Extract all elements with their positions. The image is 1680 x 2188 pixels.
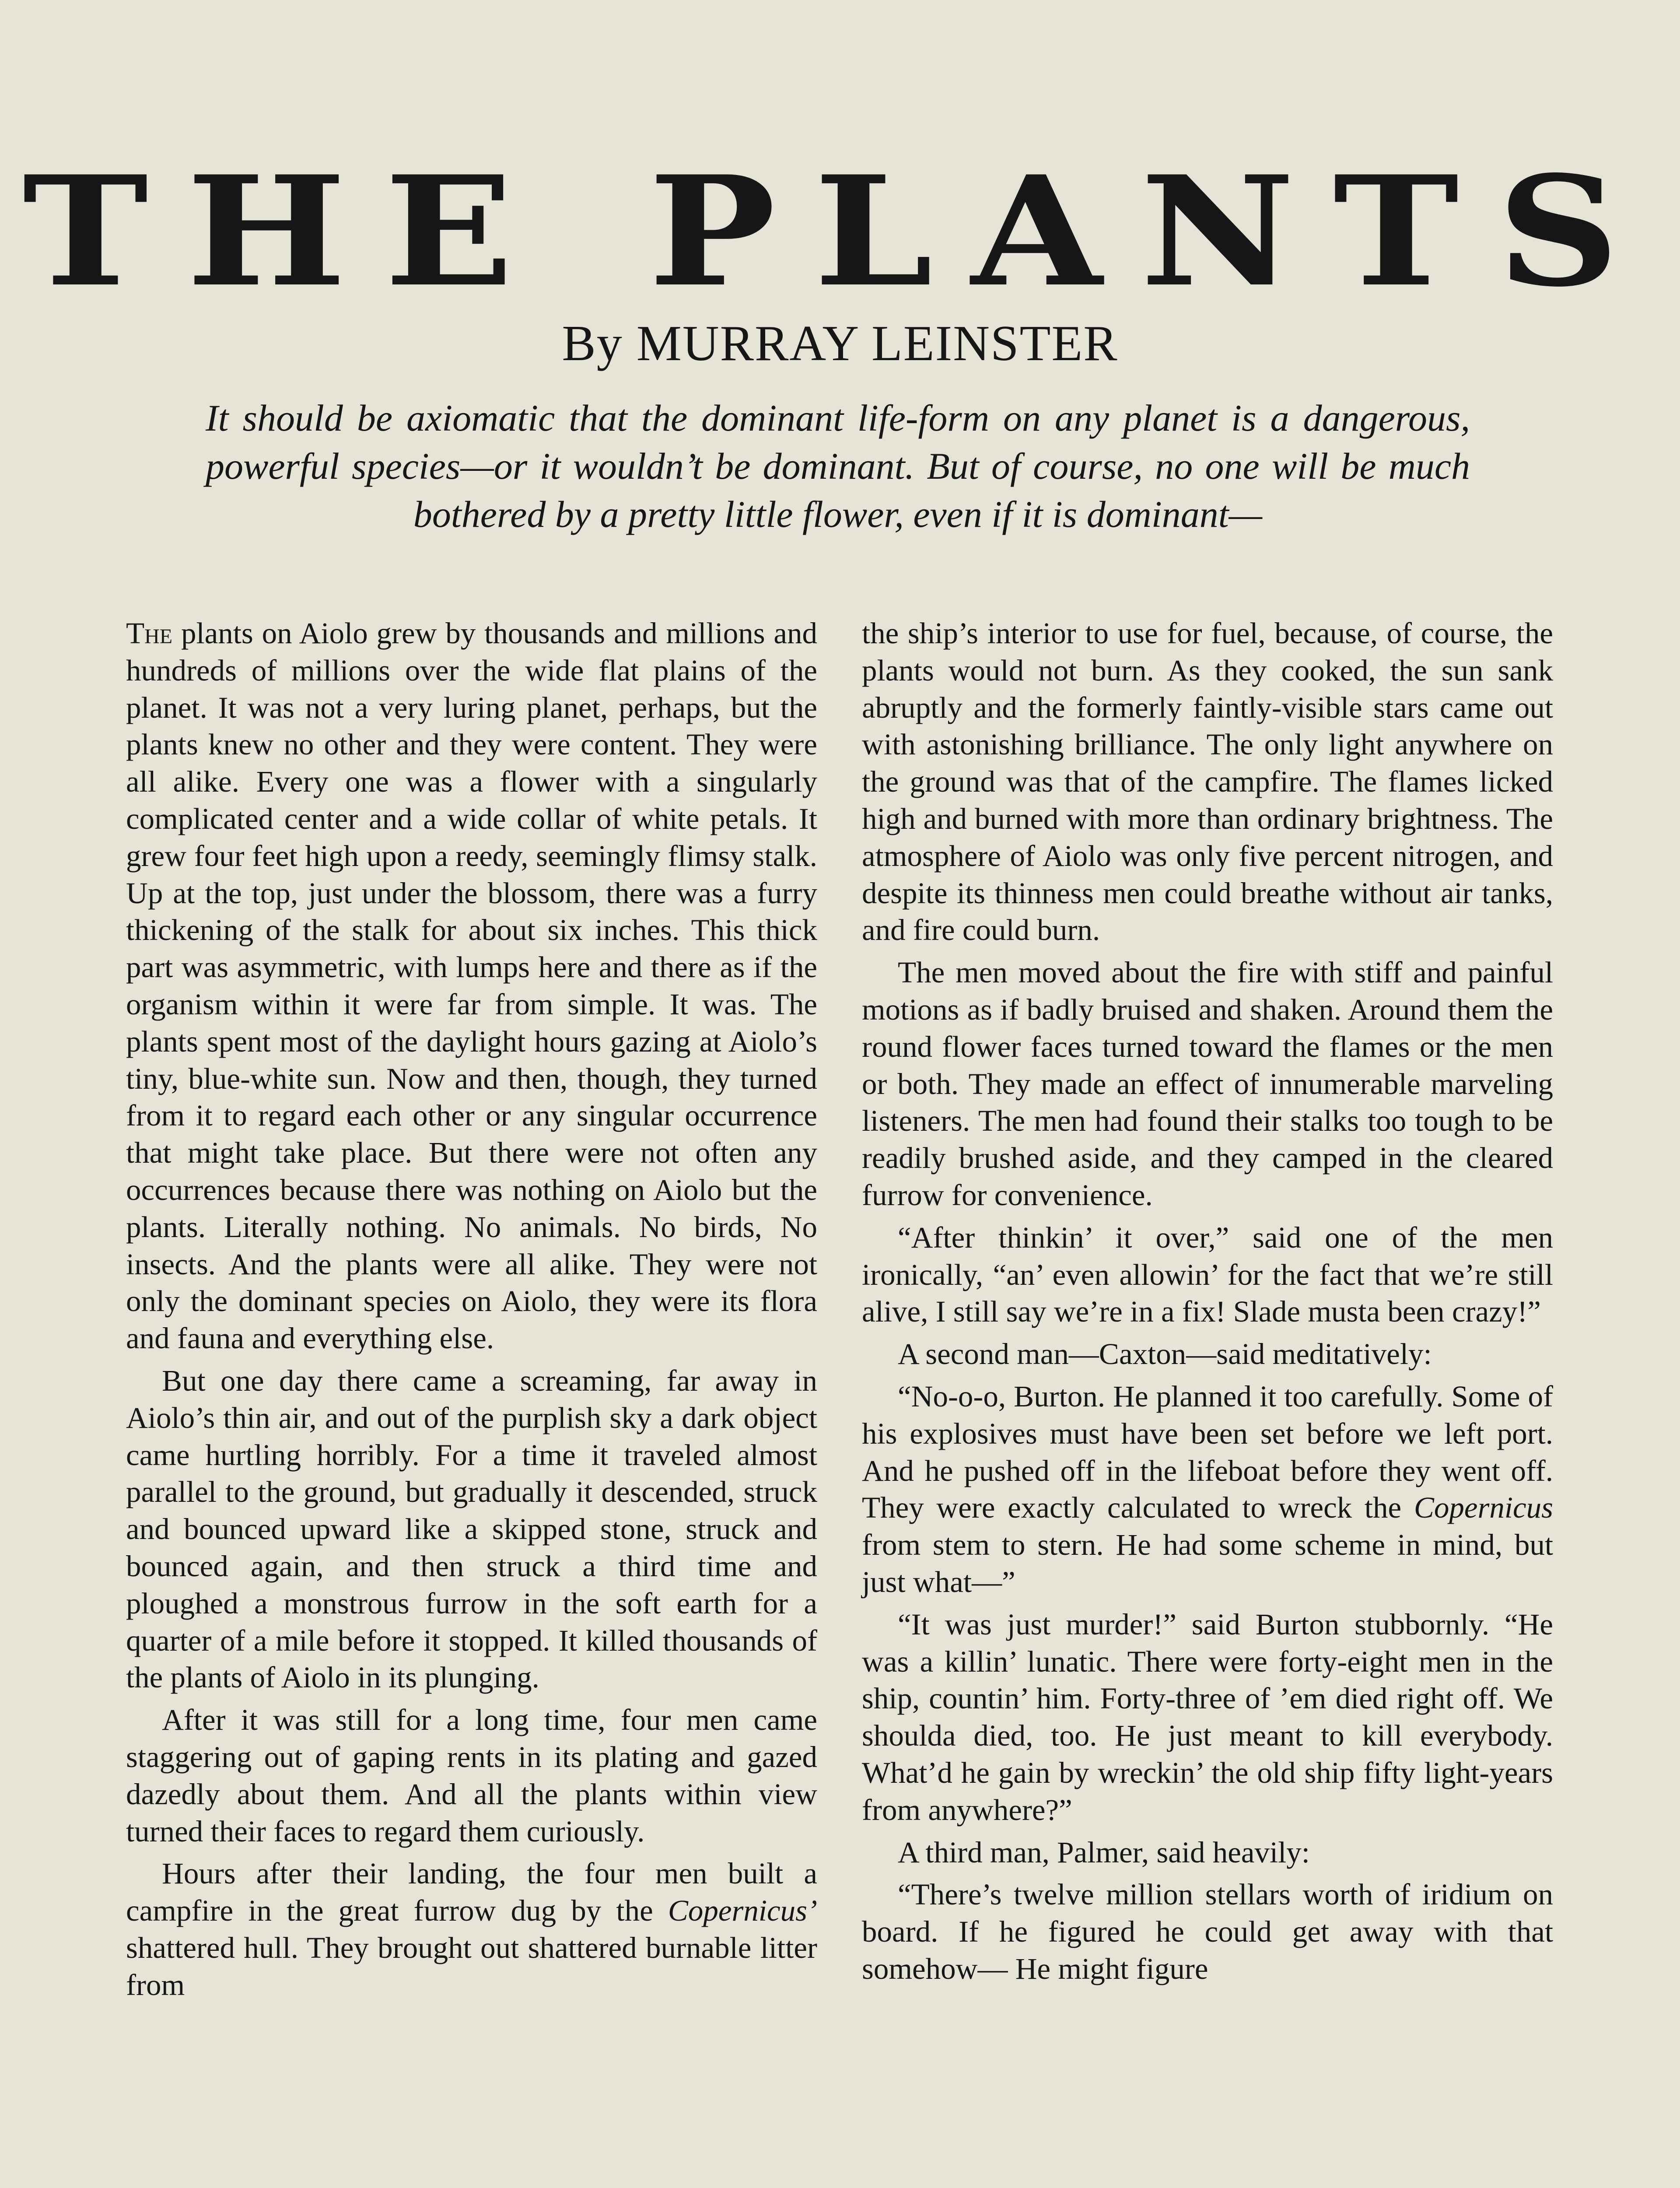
text-column-left <box>126 615 817 2009</box>
paragraph <box>862 1378 1553 1601</box>
lead-in-word: The <box>126 617 173 650</box>
paragraph-text: shattered hull. They brought out shattered burnable litter from <box>126 1931 817 2002</box>
ship-name: Copernicus <box>1414 1491 1554 1525</box>
paragraph: “After thinkin’ it over,” said one of the men ironically, “an’ even allowin’ for the fact that we’re still alive, I still say we’re in a fix! Slade musta been crazy!” <box>862 1220 1553 1329</box>
story-blurb: It should be axiomatic that the dominant life-form on any planet is a dangerous, powerful species—or it wouldn’t be dominant. But of course, no one will be much bothered by a pretty little flower, even if it is dominant— <box>206 397 1470 535</box>
paragraph-text: Hours after their landing, the four men built a campfire in the great furrow dug by the <box>126 1857 817 1928</box>
text-column-right <box>862 615 1553 1993</box>
paragraph: After it was still for a long time, four men came staggering out of gaping rents in its plating and gazed dazedly about them. And all the plants within view turned their faces to regard them curiously. <box>126 1703 817 1848</box>
paragraph: A third man, Palmer, said heavily: <box>898 1835 1310 1869</box>
paragraph: “There’s twelve million stellars worth of iridium on board. If he figured he could get away with that somehow— He might figure <box>862 1878 1553 1985</box>
paragraph <box>126 615 817 1357</box>
paragraph: “It was just murder!” said Burton stubbornly. “He was a killin’ lunatic. There were forty-eight men in the ship, countin’ him. Forty-three of ’em died right off. We shoulda died, too. He just meant to kill everybody. What’d he gain by wreckin’ the old ship fifty light-years from anywhere?” <box>862 1607 1553 1827</box>
ship-name: Copernicus’ <box>668 1894 817 1928</box>
author-byline: By MURRAY LEINSTER <box>562 316 1118 372</box>
paragraph <box>126 1855 817 2003</box>
paragraph: the ship’s interior to use for fuel, because, of course, the plants would not burn. As they cooked, the sun sank abruptly and the formerly faintly-visible stars came out with astonishing brilliance. The only light anywhere on the ground was that of the campfire. The flames licked high and burned with more than ordinary brightness. The atmosphere of Aiolo was only five percent nitrogen, and despite its thinness men could breathe without air tanks, and fire could burn. <box>862 617 1553 947</box>
paragraph-text: plants on Aiolo grew by thousands and millions and hundreds of millions over the wide flat plains of the planet. It was not a very luring planet, perhaps, but the plants knew no other and they were content. They were all alike. Every one was a flower with a singularly complicated center and a wide collar of white petals. It grew four feet high upon a reedy, seemingly flimsy stalk. Up at the top, just under the blossom, there was a furry thickening of the stalk for about six inches. This thick part was asymmetric, with lumps here and there as if the organism within it were far from simple. It was. The plants spent most of the daylight hours gazing at Aiolo’s tiny, blue-white sun. Now and then, though, they turned from it to regard each other or any singular occurrence that might take place. But there were not often any occurrences because there was nothing on Aiolo but the plants. Literally nothing. No animals. No birds, No insects. And the plants were all alike. They were not only the dominant species on Aiolo, they were its flora and fauna and everything else. <box>126 617 817 1355</box>
paragraph: A second man—Caxton—said meditatively: <box>898 1337 1432 1371</box>
paragraph-text: from stem to stern. He had some scheme in mind, but just what—” <box>862 1528 1553 1599</box>
story-title: THE PLANTS <box>22 143 1658 320</box>
paragraph-text: “No-o-o, Burton. He planned it too carefully. Some of his explosives must have been set before we left port. And he pushed off in the lifeboat before they went off. They were exactly calculated to wreck the <box>862 1379 1553 1525</box>
paragraph: The men moved about the fire with stiff and painful motions as if badly bruised and shaken. Around them the round flower faces turned toward the flames or the men or both. They made an effect of innumerable marveling listeners. The men had found their stalks too tough to be readily brushed aside, and they camped in the cleared furrow for convenience. <box>862 956 1553 1212</box>
paragraph: But one day there came a screaming, far away in Aiolo’s thin air, and out of the purplish sky a dark object came hurtling horribly. For a time it traveled almost parallel to the ground, but gradually it descended, struck and bounced upward like a skipped stone, struck and bounced again, and then struck a third time and ploughed a monstrous furrow in the soft earth for a quarter of a mile before it stopped. It killed thousands of the plants of Aiolo in its plunging. <box>126 1364 817 1694</box>
